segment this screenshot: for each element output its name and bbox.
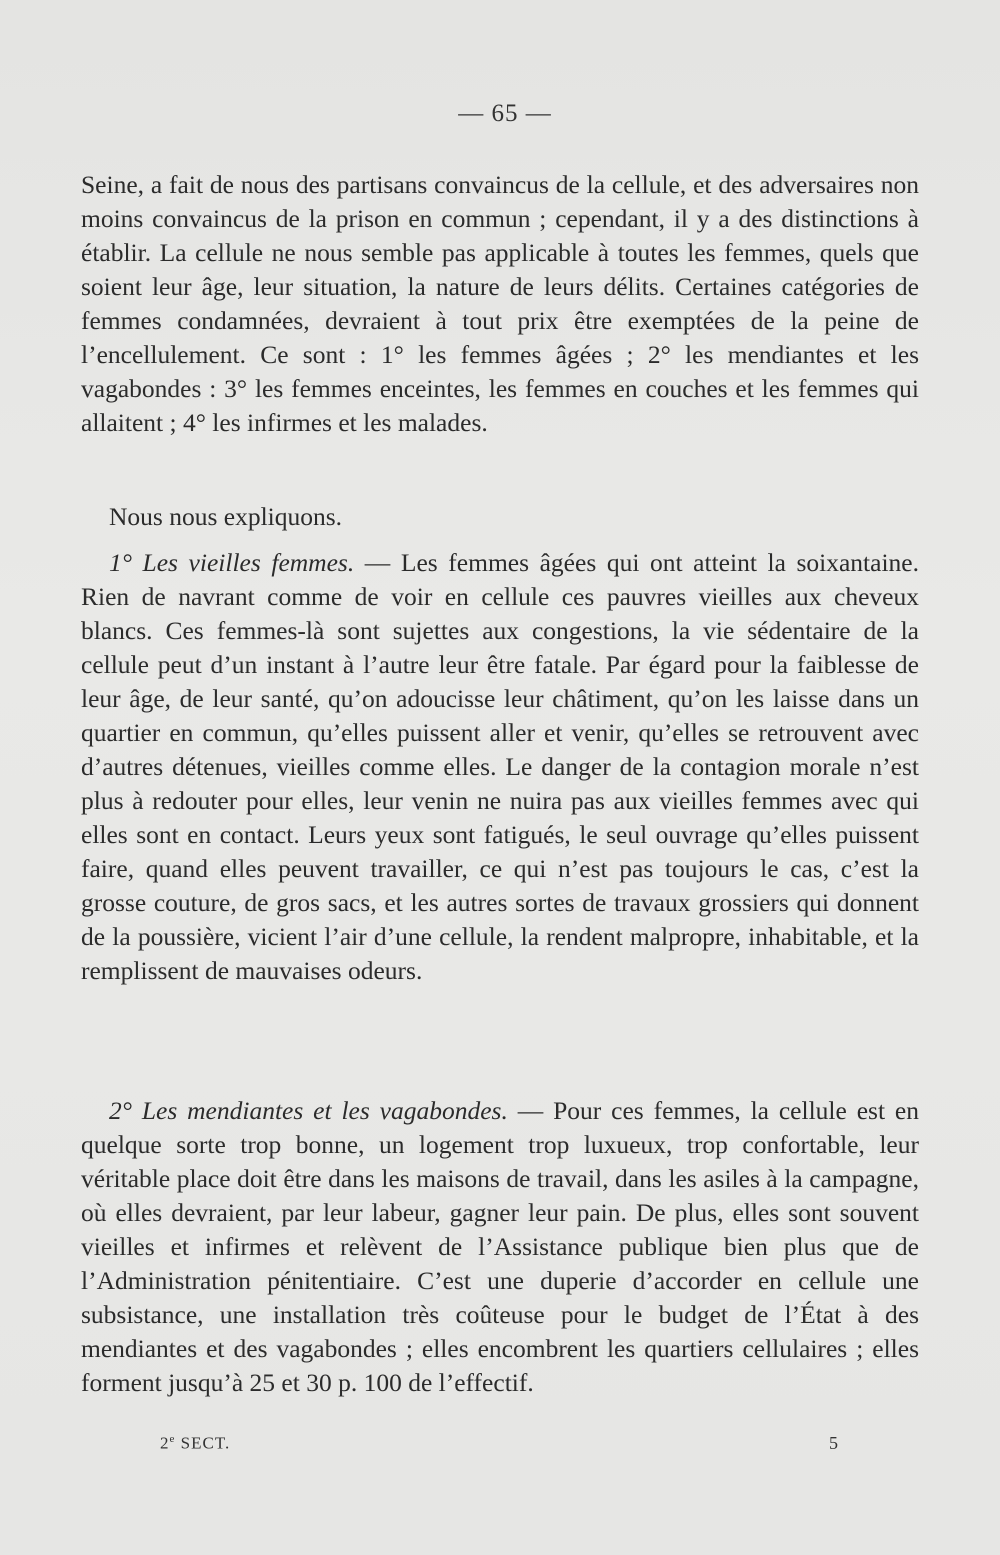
page-number: — 65 —	[458, 100, 552, 127]
section-heading-old-women: 1° Les vieilles femmes.	[109, 548, 355, 577]
paragraph-old-women-body: — Les femmes âgées qui ont atteint la soixantaine. Rien de navrant comme de voir en cellule ces pauvres vieilles aux cheveux blancs. Ces femmes-là sont sujettes aux congestions, la vie sédentaire de la cellule peut d’un instant à l’autre leur être fatale. Par égard pour la faiblesse de leur âge, de leur santé, qu’on adoucisse leur châtiment, qu’on les laisse dans un quartier en commun, qu’elles puissent aller et venir, qu’elles se retrouvent avec d’autres détenues, vieilles comme elles. Le danger de la contagion morale n’est plus à redouter pour elles, leur venin ne nuira pas aux vieilles femmes avec qui elles sont en contact. Leurs yeux sont fatigués, le seul ouvrage qu’elles puissent faire, quand elles peuvent travailler, ce qui n’est pas toujours le cas, c’est la grosse couture, de gros sacs, et les autres sortes de travaux grossiers qui donnent de la poussière, vicient l’air d’une cellule, la rendent malpropre, inhabitable, et la remplissent de mauvaises odeurs.	[81, 548, 919, 985]
paragraph-beggars-body: — Pour ces femmes, la cellule est en quelque sorte trop bonne, un logement trop luxueux, trop confortable, leur véritable place doit être dans les maisons de travail, dans les asiles à la campagne, où elles devraient, par leur labeur, gagner leur pain. De plus, elles sont souvent vieilles et infirmes et relèvent de l’Assistance publique bien plus que de l’Administration pénitentiaire. C’est une duperie d’accorder en cellule une subsistance, une installation très coûteuse pour le budget de l’État à des mendiantes et des vagabondes ; elles encombrent les quartiers cellulaires ; elles forment jusqu’à 25 et 30 p. 100 de l’effectif.	[81, 1096, 919, 1397]
signature-mark: 2e SECT.	[160, 1433, 231, 1453]
paragraph-intro: Seine, a fait de nous des partisans convaincus de la cellule, et des adversaires non moins convaincus de la prison en commun ; cependant, il y a des distinctions à établir. La cellule ne nous semble pas applicable à toutes les femmes, quels que soient leur âge, leur situation, la nature de leurs délits. Certaines catégories de femmes condamnées, devraient à tout prix être exemptées de la peine de l’encellulement. Ce sont : 1° les femmes âgées ; 2° les mendiantes et les vagabondes : 3° les femmes enceintes, les femmes en couches et les femmes qui allaitent ; 4° les infirmes et les malades.	[81, 170, 919, 437]
sheet-number: 5	[829, 1433, 838, 1453]
paragraph-explanation: Nous nous expliquons.	[109, 502, 343, 531]
paragraph-old-women	[81, 546, 919, 988]
section-heading-beggars: 2° Les mendiantes et les vagabondes.	[109, 1096, 508, 1125]
paragraph-beggars	[81, 1094, 919, 1400]
